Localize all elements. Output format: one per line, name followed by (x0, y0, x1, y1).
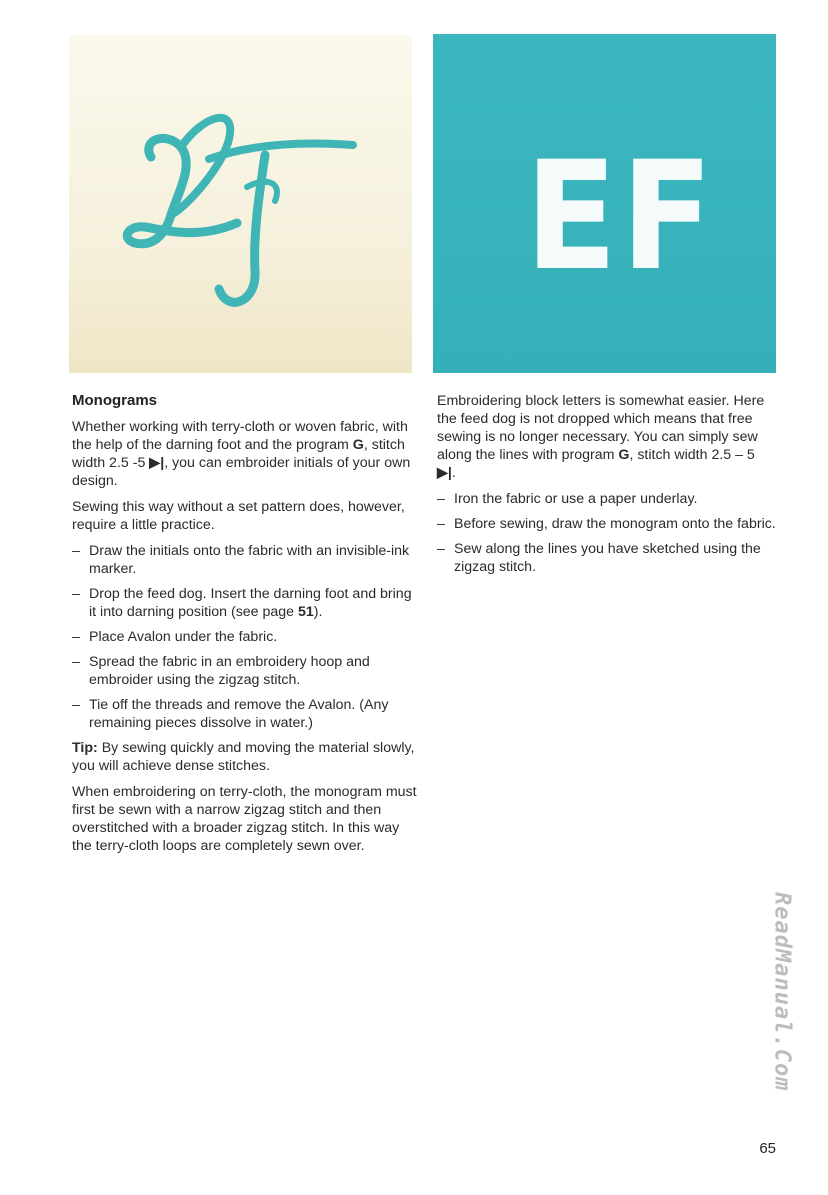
watermark (761, 877, 803, 1107)
block-letters-text: Embroidering block letters is somewhat easier. Here the feed dog is not dropped which means that free sewing is no longer necessary. You can simply sew along the lines with program (437, 393, 765, 463)
watermark-text: ReadManual.Com (769, 892, 795, 1092)
list-item: – Spread the fabric in an embroidery hoop and embroider using the zigzag stitch. (72, 653, 417, 689)
block-letters-paragraph (437, 392, 777, 482)
stitch-symbol-icon: ▶| (437, 465, 452, 481)
program-letter: G (618, 447, 630, 463)
step-text: Drop the feed dog. Insert the darning foot and bring it into darning position (see page (89, 586, 412, 620)
monogram-photo (69, 35, 412, 373)
left-column (72, 392, 417, 863)
list-item: – Place Avalon under the fabric. (72, 628, 417, 646)
intro-text: Whether working with terry-cloth or woven fabric, with the help of the darning foot and the program (72, 419, 408, 453)
tip-text: By sewing quickly and moving the material slowly, you will achieve dense stitches. (72, 740, 415, 774)
practice-paragraph: Sewing this way without a set pattern does, however, require a little practice. (72, 499, 405, 533)
block-letters-end: . (451, 465, 456, 481)
page-number: 65 (759, 1140, 776, 1157)
list-item: – Tie off the threads and remove the Avalon. (Any remaining pieces dissolve in water.) (72, 696, 417, 732)
terry-cloth-paragraph: When embroidering on terry-cloth, the monogram must first be sewn with a narrow zigzag stitch and then overstitched with a broader zigzag stitch. In this way the terry-cloth loops are completely sewn over. (72, 784, 417, 854)
block-letters: EF (525, 130, 717, 304)
page-reference: 51 (298, 604, 314, 620)
tip-paragraph (72, 739, 417, 775)
steps-list (72, 542, 417, 732)
block-letters-stitch: , stitch width 2.5 – 5 (629, 447, 755, 463)
block-steps-list (437, 490, 777, 576)
tip-label: Tip: (72, 740, 98, 756)
stitch-symbol-icon: ▶| (149, 455, 165, 471)
list-item: – Draw the initials onto the fabric with an invisible-ink marker. (72, 542, 417, 578)
intro-text-end: , you can embroider initials of your own design. (72, 455, 411, 489)
list-item: – Before sewing, draw the monogram onto the fabric. (437, 515, 777, 533)
intro-text-stitch: , stitch width 2.5 -5 (72, 437, 405, 471)
section-heading: Monograms (72, 392, 158, 409)
block-letters-photo (433, 34, 776, 373)
program-letter: G (352, 437, 364, 453)
list-item: – Iron the fabric or use a paper underlay. (437, 490, 777, 508)
list-item (72, 585, 417, 621)
right-column (437, 392, 777, 583)
list-item: – Sew along the lines you have sketched using the zigzag stitch. (437, 540, 777, 576)
step-text-end: ). (313, 604, 323, 620)
intro-paragraph (72, 418, 417, 490)
monogram-embroidery (69, 35, 412, 373)
